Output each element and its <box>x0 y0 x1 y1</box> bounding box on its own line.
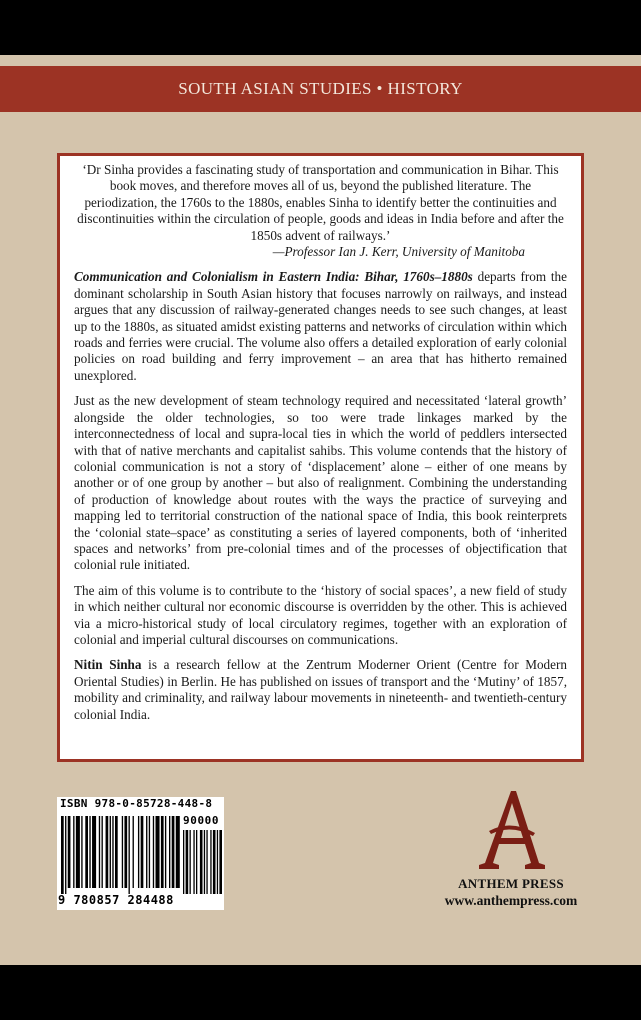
ean-number: 9 780857 284488 <box>58 893 174 907</box>
quote-text: ‘Dr Sinha provides a fascinating study of transportation and communication in Bihar. This book moves, and therefore moves all of us, beyond the published literature. The periodization, the 1760s to the 1880s, enables Sinha to identify better the continuities and discontinuities within the circulation of people, goods and ideas in India before and after the 1850s advent of railways.’ <box>77 162 564 243</box>
author-bio-text: is a research fellow at the Zentrum Moderner Orient (Centre for Modern Oriental Studies) in Berlin. He has published on issues of transport and the ‘Mutiny’ of 1857, mobility and criminality, and railway labour movements in nineteenth- and twentieth-century colonial India. <box>74 657 567 722</box>
publisher-url: www.anthempress.com <box>444 893 578 908</box>
back-cover <box>0 55 641 965</box>
anthem-logo-icon <box>475 789 547 873</box>
price-addon: 90000 <box>183 814 220 827</box>
description-text-1: departs from the dominant scholarship in South Asian history that focuses narrowly on railways, and instead argues that any discussion of railway-generated changes needs to see such changes, at least up to the 1880s, as situated amidst existing patterns and networks of circulation within which roads and ferries were crucial. The volume also offers a detailed exploration of early colonial policies on road building and ferry improvement – an area that has hitherto remained unexplored. <box>74 269 568 383</box>
isbn-barcode <box>57 797 224 910</box>
author-bio <box>74 657 567 723</box>
description-paragraph-3: The aim of this volume is to contribute to the ‘history of social spaces’, a new field of study in which neither cultural nor economic discourse is overridden by the other. This is achieved via a micro-historical study of local circulatory regimes, together with an exploration of colonial and imperial cultural discourses on communications. <box>74 582 567 647</box>
blurb-panel <box>57 153 584 762</box>
endorsement-quote <box>74 162 567 260</box>
publisher-block <box>420 789 602 919</box>
series-band <box>0 66 641 112</box>
publisher-name: ANTHEM PRESS <box>458 876 564 891</box>
quote-attribution: —Professor Ian J. Kerr, University of Manitoba <box>272 244 525 260</box>
series-label: SOUTH ASIAN STUDIES • HISTORY <box>178 79 463 98</box>
isbn-label: ISBN 978-0-85728-448-8 <box>60 797 213 810</box>
book-title: Communication and Colonialism in Eastern India: Bihar, 1760s–1880s <box>74 269 473 285</box>
author-name: Nitin Sinha <box>74 657 142 673</box>
description-paragraph-1 <box>74 269 567 384</box>
description-paragraph-2: Just as the new development of steam technology required and necessitated ‘lateral growth’ alongside the older technologies, so too were trade linkages marked by the interconnectedness of local and supra-local ties in which the world of peddlers intersected with that of native merchants and capitalist sahibs. This volume contends that the history of colonial communication is not a story of ‘displacement’ alone – either of one means by another or of one group by another – but also of realignment. Combining the understanding of production of knowledge about routes with the ways the practice of surveying and mapping led to territorial construction of the national space of India, this book reinterprets the ‘colonial state–space’ as constituting a series of layered components, both of ‘inherited spaces and networks’ from pre-colonial times and of the processes of objectification that colonial rule initiated. <box>74 393 567 573</box>
